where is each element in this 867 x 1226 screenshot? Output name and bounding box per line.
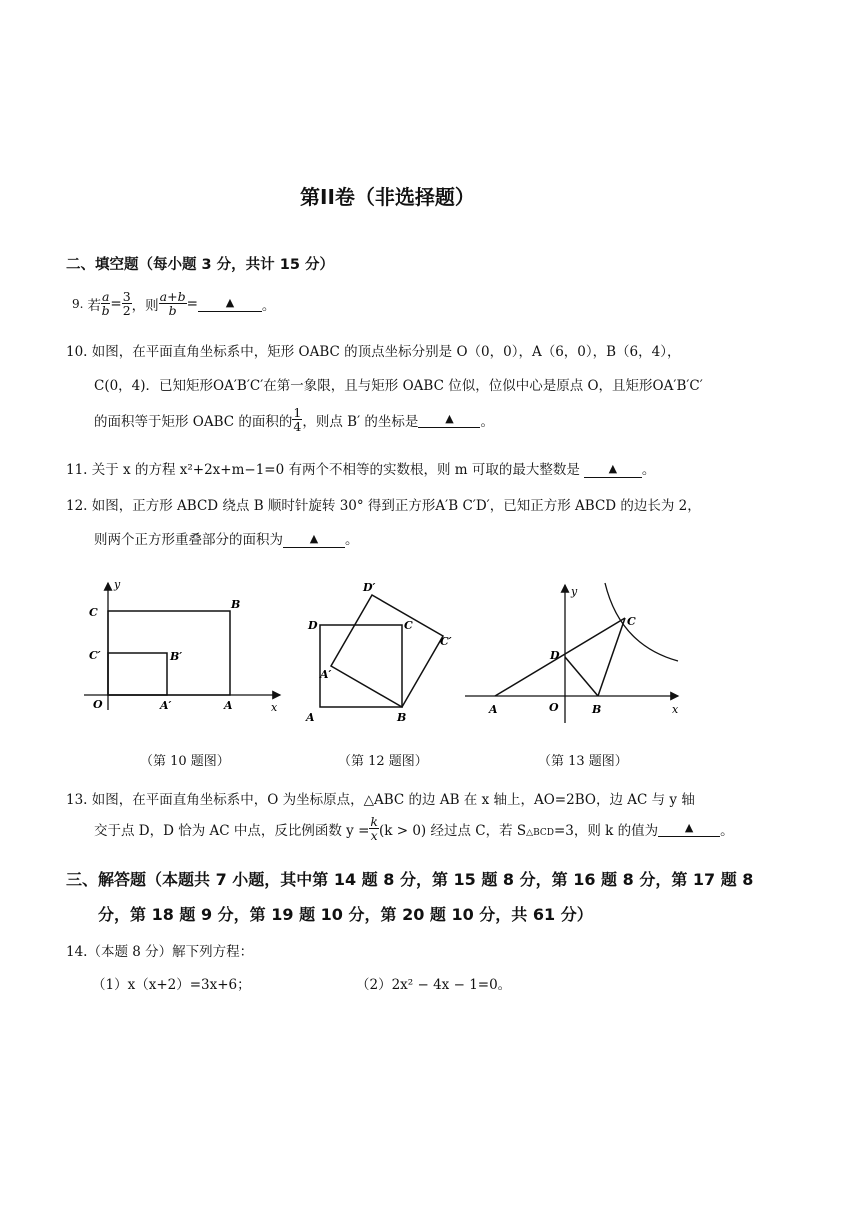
q13-line-2-text: 交于点 D，D 恰为 AC 中点，反比例函数 y =	[94, 822, 370, 839]
q10-line-3-text: 的面积等于矩形 OABC 的面积的	[94, 413, 293, 430]
q11-text: 11. 关于 x 的方程 x²+2x+m−1=0 有两个不相等的实数根，则 m 可取的最大整数是	[66, 462, 580, 478]
q13-answer-blank[interactable]: ▲	[658, 820, 720, 837]
fig10-label-b1: B′	[170, 650, 183, 663]
q12-line-2-text: 则两个正方形重叠部分的面积为	[94, 532, 283, 548]
section-3-heading-line-2: 分，第 18 题 9 分，第 19 题 10 分，第 20 题 10 分，共 61 分）	[98, 905, 593, 924]
question-11	[66, 458, 655, 478]
fig12-label-d1: D′	[363, 581, 376, 594]
fig13-label-b: B	[592, 703, 602, 716]
q13-line-2-post: =3，则 k 的值为	[553, 822, 659, 839]
q9-middle-text: ，则	[131, 297, 159, 314]
fig12-label-d: D	[308, 619, 318, 632]
fig12-label-c1: C′	[440, 635, 452, 648]
fig10-label-b: B	[231, 598, 241, 611]
fig13-label-a: A	[489, 703, 498, 716]
q14-part-1: （1）x（x+2）=3x+6；	[92, 977, 251, 993]
q12-end: 。	[345, 532, 359, 548]
fig13-side-ac	[495, 618, 625, 696]
q10-line-3	[94, 406, 494, 433]
q11-end: 。	[641, 462, 656, 478]
q13-line-1: 13. 如图，在平面直角坐标系中，O 为坐标原点，△ABC 的边 AB 在 x 轴上，AO=2BO，边 AC 与 y 轴	[66, 792, 695, 808]
fig13-hyperbola	[605, 583, 678, 661]
fig13-label-o: O	[549, 701, 559, 714]
q12-line-1: 12. 如图，正方形 ABCD 绕点 B 顺时针旋转 30° 得到正方形A′B C′D′，已知正方形 ABCD 的边长为 2，	[66, 498, 701, 514]
figure-13	[460, 575, 690, 725]
q9-prefix: 若	[87, 297, 101, 314]
fig10-label-y: y	[114, 578, 121, 591]
q12-line-2	[94, 528, 359, 548]
q13-line-2-mid: (k > 0) 经过点 C，若 S	[379, 822, 527, 839]
fig10-label-c: C	[89, 606, 98, 619]
fig12-label-b: B	[397, 711, 407, 724]
fig13-side-cb	[598, 618, 625, 696]
q14-part-2: （2）2x² − 4x − 1=0。	[356, 977, 512, 993]
q12-answer-blank[interactable]: ▲	[283, 531, 345, 548]
fig12-label-a1: A′	[320, 668, 332, 681]
fig13-label-d: D	[550, 649, 560, 662]
fig13-label-c: C	[627, 615, 636, 628]
fig12-label-c: C	[404, 619, 413, 632]
q9-answer-blank[interactable]: ▲	[198, 295, 262, 312]
q10-line-2: C(0，4)．已知矩形OA′B′C′在第一象限，且与矩形 OABC 位似，位似中心是原点 O，且矩形OA′B′C′	[94, 378, 703, 394]
fig13-caption: （第 13 题图）	[538, 754, 628, 769]
q9-equals-2: =	[186, 295, 198, 312]
q13-line-2	[94, 815, 734, 842]
q9-fraction-3-over-2: $\frac{3}{2}$	[122, 289, 131, 318]
q10-fraction-1-over-4: $\frac{1}{4}$	[293, 405, 302, 434]
figure-10	[80, 575, 290, 720]
section-2-heading: 二、填空题（每小题 3 分，共计 15 分）	[66, 257, 334, 273]
fig13-label-x: x	[672, 703, 679, 716]
fig10-label-a: A	[224, 699, 233, 712]
fig12-label-a: A	[306, 711, 315, 724]
fig10-label-x: x	[271, 701, 278, 714]
fig12-square-a1bc1d1	[331, 595, 443, 707]
q13-end: 。	[720, 822, 734, 839]
q10-end: 。	[480, 413, 494, 430]
fig10-rect-oa1b1c1	[108, 653, 167, 695]
page-title: 第II卷（非选择题）	[300, 185, 475, 209]
question-9	[72, 290, 275, 317]
fig13-label-y: y	[571, 585, 578, 598]
fig10-label-o: O	[93, 698, 103, 711]
q10-line-3-post: ，则点 B′ 的坐标是	[302, 413, 419, 430]
q9-number: 9.	[72, 296, 84, 311]
q9-end: 。	[261, 297, 276, 314]
q14-heading: 14.（本题 8 分）解下列方程：	[66, 944, 254, 960]
q13-fraction-k-over-x: $\frac{k}{x}$	[370, 814, 378, 843]
fig10-label-a1: A′	[160, 699, 172, 712]
q11-answer-blank[interactable]: ▲	[584, 461, 642, 478]
fig10-label-c1: C′	[89, 649, 101, 662]
q10-answer-blank[interactable]: ▲	[418, 411, 480, 428]
fig13-side-db	[565, 657, 598, 696]
fig12-caption: （第 12 题图）	[338, 754, 428, 769]
q10-line-1: 10. 如图，在平面直角坐标系中，矩形 OABC 的顶点坐标分别是 O（0，0），A（6，0），B（6，4），	[66, 344, 681, 360]
q9-equals: =	[110, 295, 122, 312]
q13-subscript: △BCD	[526, 827, 554, 838]
figure-12	[300, 575, 470, 725]
q9-fraction-a-over-b: $\frac{a}{b}$	[101, 289, 110, 318]
q9-fraction-apb-over-b: $\frac{a+b}{b}$	[159, 289, 186, 318]
fig10-caption: （第 10 题图）	[140, 754, 230, 769]
section-3-heading-line-1: 三、解答题（本题共 7 小题，其中第 14 题 8 分，第 15 题 8 分，第 16 题 8 分，第 17 题 8	[66, 870, 754, 889]
